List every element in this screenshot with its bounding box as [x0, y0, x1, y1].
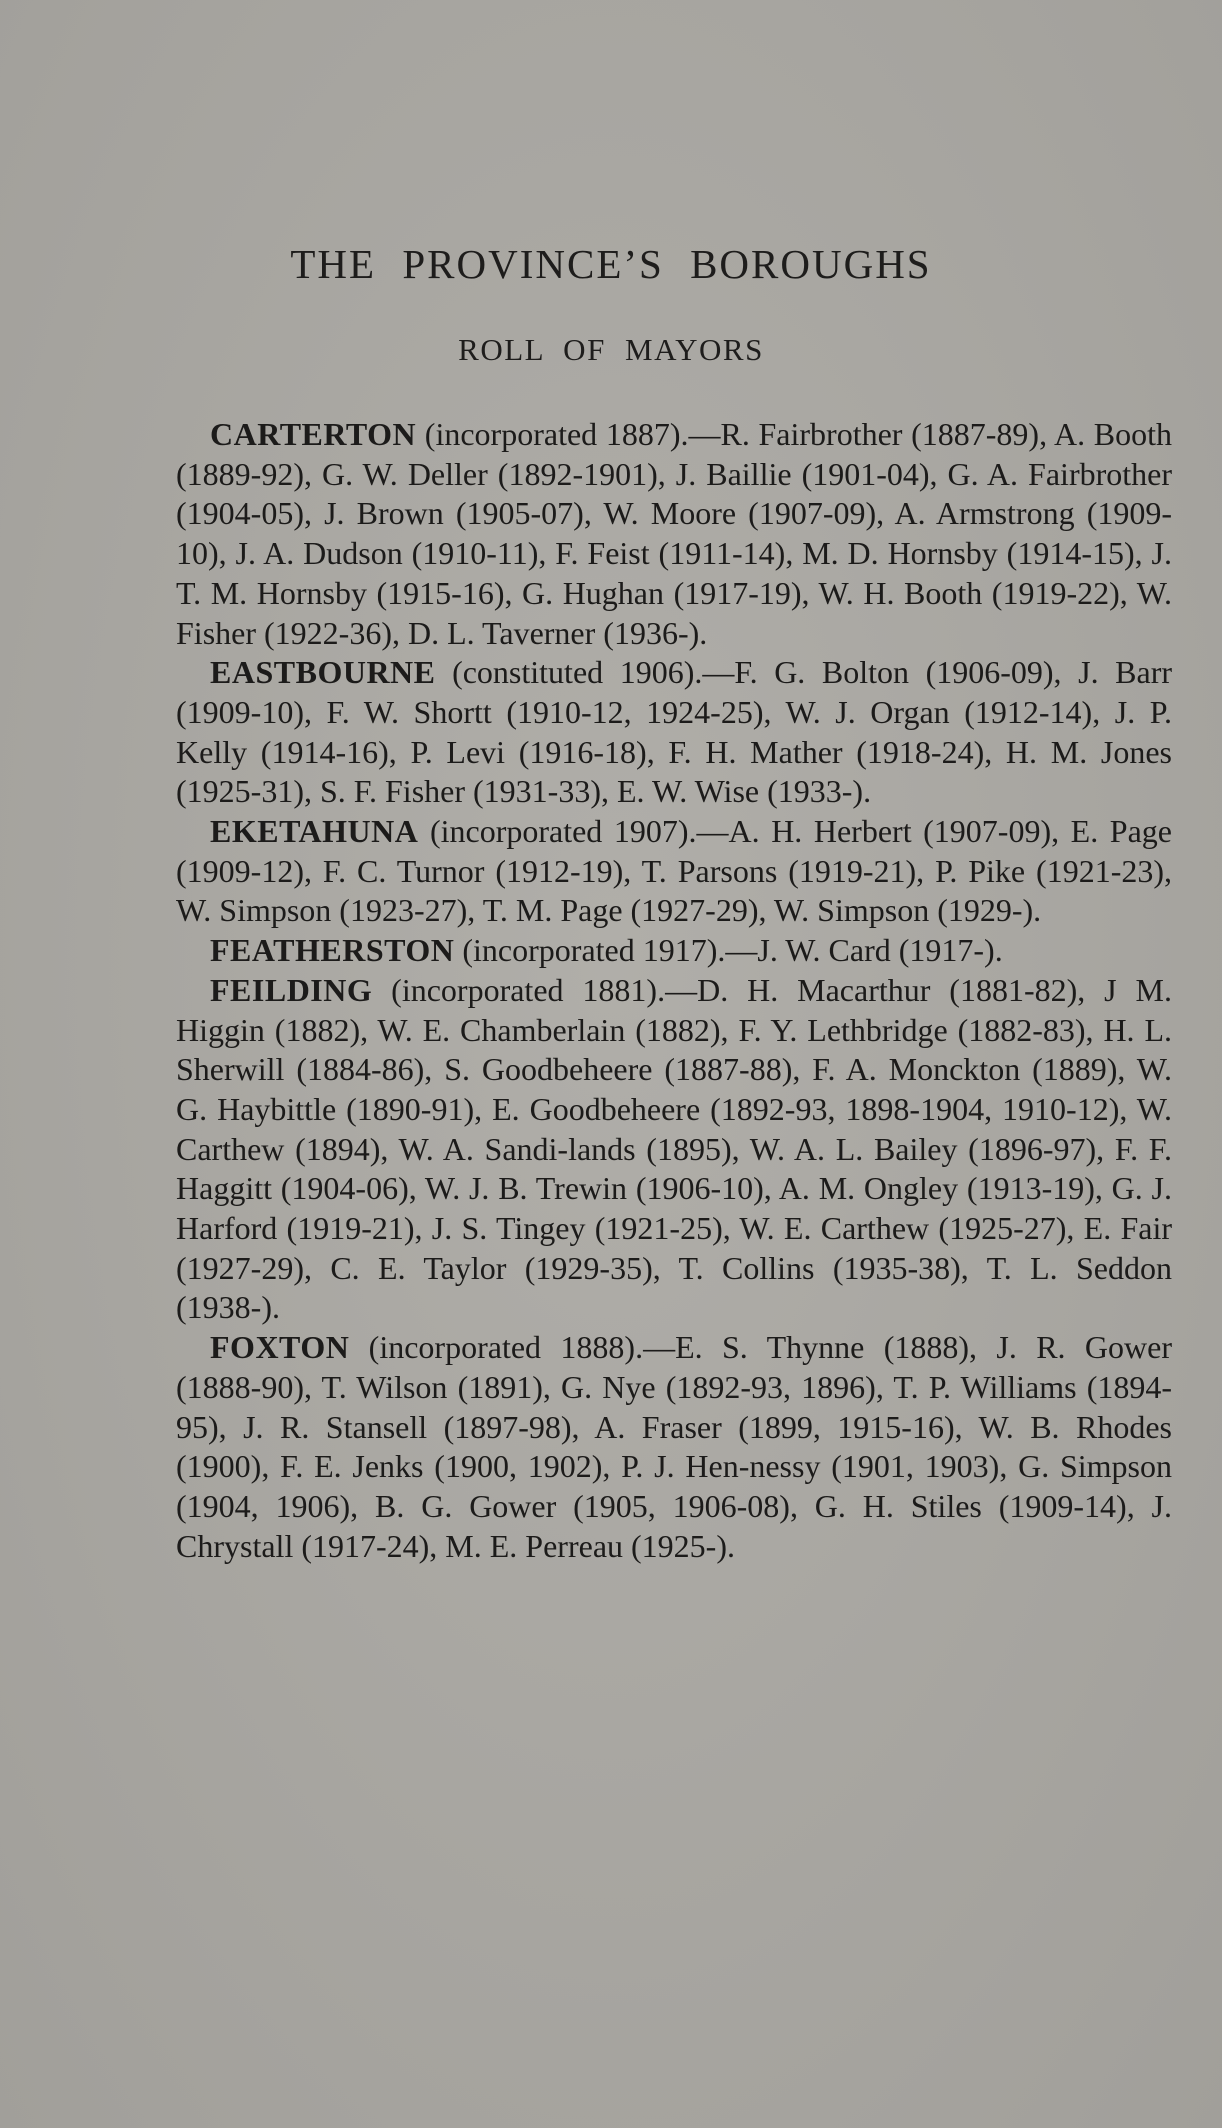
entry-featherston: [176, 931, 1172, 971]
entry-text-foxton: (incorporated 1888).—E. S. Thynne (1888), J. R. Gower (1888-90), T. Wilson (1891), G. Nye (1892-93, 1896), T. P. Williams (1894-95), J. R. Stansell (1897-98), A. Fraser (1899, 1915-16), W. B. Rhodes (1900), F. E. Jenks (1900, 1902), P. J. Hen-nessy (1901, 1903), G. Simpson (1904, 1906), B. G. Gower (1905, 1906-08), G. H. Stiles (1909-14), J. Chrystall (1917-24), M. E. Perreau (1925-).: [176, 1329, 1172, 1564]
entry-text-feilding: (incorporated 1881).—D. H. Macarthur (1881-82), J M. Higgin (1882), W. E. Chamberlain (1882), F. Y. Lethbridge (1882-83), H. L. Sherwill (1884-86), S. Goodbeheere (1887-88), F. A. Monckton (1889), W. G. Haybittle (1890-91), E. Goodbeheere (1892-93, 1898-1904, 1910-12), W. Carthew (1894), W. A. Sandi-lands (1895), W. A. L. Bailey (1896-97), F. F. Haggitt (1904-06), W. J. B. Trewin (1906-10), A. M. Ongley (1913-19), G. J. Harford (1919-21), J. S. Tingey (1921-25), W. E. Carthew (1925-27), E. Fair (1927-29), C. E. Taylor (1929-35), T. Collins (1935-38), T. L. Seddon (1938-).: [176, 971, 1172, 1326]
entry-foxton: [176, 1328, 1172, 1566]
entry-text-eastbourne: (constituted 1906).—F. G. Bolton (1906-09), J. Barr (1909-10), F. W. Shortt (1910-12, 1924-25), W. J. Organ (1912-14), J. P. Kelly (1914-16), P. Levi (1916-18), F. H. Mather (1918-24), H. M. Jones (1925-31), S. F. Fisher (1931-33), E. W. Wise (1933-).: [176, 654, 1172, 810]
town-name-carterton: CARTERTON: [210, 416, 417, 452]
town-name-eketahuna: EKETAHUNA: [210, 813, 419, 850]
entry-carterton: [176, 415, 1172, 653]
entry-feilding: [176, 971, 1172, 1328]
mayors-roll: [176, 415, 1172, 1566]
entry-text-eketahuna: (incorporated 1907).—A. H. Herbert (1907-09), E. Page (1909-12), F. C. Turnor (1912-19), T. Parsons (1919-21), P. Pike (1921-23), W. Simpson (1923-27), T. M. Page (1927-29), W. Simpson (1929-).: [176, 813, 1172, 929]
page-subtitle: ROLL OF MAYORS: [458, 332, 764, 367]
entry-eastbourne: [176, 653, 1172, 812]
entry-text-carterton: (incorporated 1887).—R. Fairbrother (1887-89), A. Booth (1889-92), G. W. Deller (1892-1901), J. Baillie (1901-04), G. A. Fairbrother (1904-05), J. Brown (1905-07), W. Moore (1907-09), A. Armstrong (1909-10), J. A. Dudson (1910-11), F. Feist (1911-14), M. D. Hornsby (1914-15), J. T. M. Hornsby (1915-16), G. Hughan (1917-19), W. H. Booth (1919-22), W. Fisher (1922-36), D. L. Taverner (1936-).: [176, 416, 1172, 651]
entry-text-featherston: (incorporated 1917).—J. W. Card (1917-).: [454, 932, 1003, 969]
town-name-featherston: FEATHERSTON: [210, 932, 455, 969]
page-title: THE PROVINCE’S BOROUGHS: [290, 241, 932, 287]
town-name-feilding: FEILDING: [210, 971, 373, 1008]
entry-eketahuna: [176, 812, 1172, 931]
town-name-foxton: FOXTON: [210, 1329, 350, 1366]
town-name-eastbourne: EASTBOURNE: [210, 654, 436, 691]
